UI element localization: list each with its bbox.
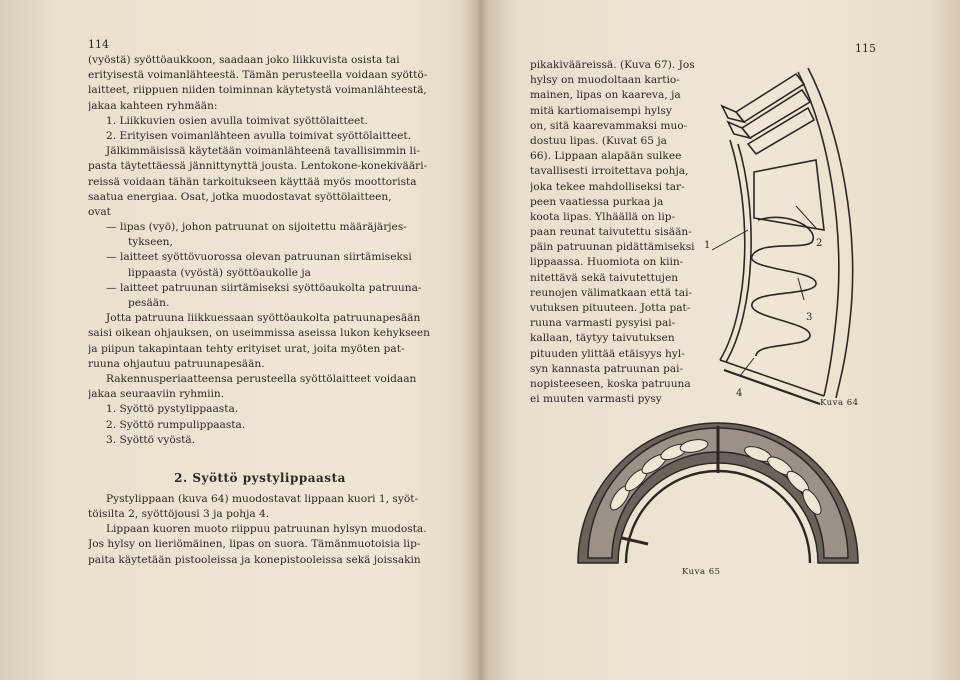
text-line: ruuna ohjautuu patruunapesään. <box>88 357 265 370</box>
figure-64-label-2: 2 <box>816 238 823 249</box>
right-page <box>484 0 960 680</box>
text-line: reunojen välimatkaan että tai- <box>530 286 693 299</box>
list-item: — laitteet patruunan siirtämiseksi syöttöaukolta patruuna- <box>106 281 422 294</box>
text-line: töisilta 2, syöttöjousi 3 ja pohja 4. <box>88 508 270 521</box>
text-line: lippaassa. Huomiota on kiin- <box>530 256 684 269</box>
text-line: laitteet, riippuen niiden toiminnan käytetystä voimanlähteestä, <box>88 84 427 97</box>
text-line: koota lipas. Ylhäällä on lip- <box>530 210 676 223</box>
text-line: reissä voidaan tähän tarkoitukseen käyttää myös moottorista <box>88 175 417 188</box>
text-line: ruuna varmasti pysyisi pai- <box>530 317 676 330</box>
text-line: jakaa kahteen ryhmään: <box>88 99 218 112</box>
figure-64-label-4: 4 <box>736 388 743 399</box>
text-line: syn kannasta patruunan pai- <box>530 362 684 375</box>
text-line: (vyöstä) syöttöaukkoon, saadaan joko liikkuvista osista tai <box>88 54 400 66</box>
text-line: pikakivääreissä. (Kuva 67). Jos <box>530 59 695 71</box>
text-line: pasta täytettäessä jännittynyttä jousta. Lentokone-konekivääri- <box>88 160 428 173</box>
figure-65-drum-magazine <box>568 418 868 568</box>
page-number-right: 115 <box>855 42 876 55</box>
text-line: päin patruunan pidättämiseksi <box>530 241 695 254</box>
left-page <box>0 0 478 680</box>
figure-64-label-3: 3 <box>806 312 813 323</box>
text-line: Jotta patruuna liikkuessaan syöttöaukolta patruunapesään <box>106 312 421 325</box>
text-line: dostuu lipas. (Kuvat 65 ja <box>530 134 667 147</box>
figure-64-label-1: 1 <box>704 240 711 251</box>
left-page-text <box>88 53 432 568</box>
text-line: saatua energiaa. Osat, jotka muodostavat syöttölaitteen, <box>88 190 392 203</box>
text-line: Lippaan kuoren muoto riippuu patruunan hylsyn muodosta. <box>106 523 427 536</box>
text-line: mitä kartiomaisempi hylsy <box>530 104 672 117</box>
text-line: nitettävä sekä taivutettujen <box>530 271 679 284</box>
text-line: ovat <box>88 205 111 218</box>
text-line: jakaa seuraaviin ryhmiin. <box>88 388 225 401</box>
text-line: ei muuten varmasti pysy <box>530 393 662 406</box>
text-line: peen vaatiessa purkaa ja <box>530 195 664 208</box>
text-line: joka tekee mahdolliseksi tar- <box>530 180 685 193</box>
list-item: 3. Syöttö vyöstä. <box>106 433 196 446</box>
text-line: erityisestä voimanlähteestä. Tämän perusteella voidaan syöttö- <box>88 69 428 82</box>
list-item: tykseen, <box>128 236 173 249</box>
text-line: nopisteeseen, koska patruuna <box>530 377 691 390</box>
figure-64-caption: Kuva 64 <box>820 398 859 408</box>
list-item: lippaasta (vyöstä) syöttöaukolle ja <box>128 266 311 279</box>
page-number-left: 114 <box>88 38 109 51</box>
text-line: saisi oikean ohjauksen, on useimmissa aseissa lukon kehykseen <box>88 327 431 340</box>
right-page-text <box>530 58 710 407</box>
text-line: on, sitä kaarevammaksi muo- <box>530 119 688 132</box>
list-item: 1. Syöttö pystylippaasta. <box>106 403 239 416</box>
text-line: paan reunat taivutettu sisään- <box>530 226 692 239</box>
text-line: Jälkimmäisissä käytetään voimanlähteenä tavallisimmin li- <box>106 145 420 158</box>
list-item: pesään. <box>128 297 170 309</box>
text-line: tavallisesti irroitettava pohja, <box>530 165 689 178</box>
text-line: hylsy on muodoltaan kartio- <box>530 74 680 87</box>
text-line: pituuden ylittää etäisyys hyl- <box>530 347 685 360</box>
text-line: kallaan, täytyy taivutuksen <box>530 332 675 345</box>
text-line: Rakennusperiaatteensa perusteella syöttölaitteet voidaan <box>106 372 417 385</box>
text-line: mainen, lipas on kaareva, ja <box>530 89 681 102</box>
text-line: 66). Lippaan alapään sulkee <box>530 150 682 163</box>
list-item: — lipas (vyö), johon patruunat on sijoitettu määräjärjes- <box>106 221 407 234</box>
text-line: ja piipun takapintaan tehty erityiset urat, joita myöten pat- <box>88 342 405 355</box>
text-line: paita käytetään pistooleissa ja konepistooleissa sekä joissakin <box>88 553 421 566</box>
list-item: — laitteet syöttövuorossa olevan patruunan siirtämiseksi <box>106 251 412 264</box>
list-item: 2. Erityisen voimanlähteen avulla toimivat syöttölaitteet. <box>106 129 412 142</box>
section-heading: 2. Syöttö pystylippaasta <box>174 470 346 485</box>
list-item: 2. Syöttö rumpulippaasta. <box>106 418 246 431</box>
figure-65-caption: Kuva 65 <box>682 567 721 577</box>
text-line: vutuksen pituuteen. Jotta pat- <box>530 302 691 314</box>
text-line: Jos hylsy on lieriömäinen, lipas on suora. Tämänmuotoisia lip- <box>88 538 421 551</box>
list-item: 1. Liikkuvien osien avulla toimivat syöttölaitteet. <box>106 114 368 127</box>
text-line: Pystylippaan (kuva 64) muodostavat lippaan kuori 1, syöt- <box>106 492 419 505</box>
figure-64-curved-magazine <box>700 60 870 405</box>
